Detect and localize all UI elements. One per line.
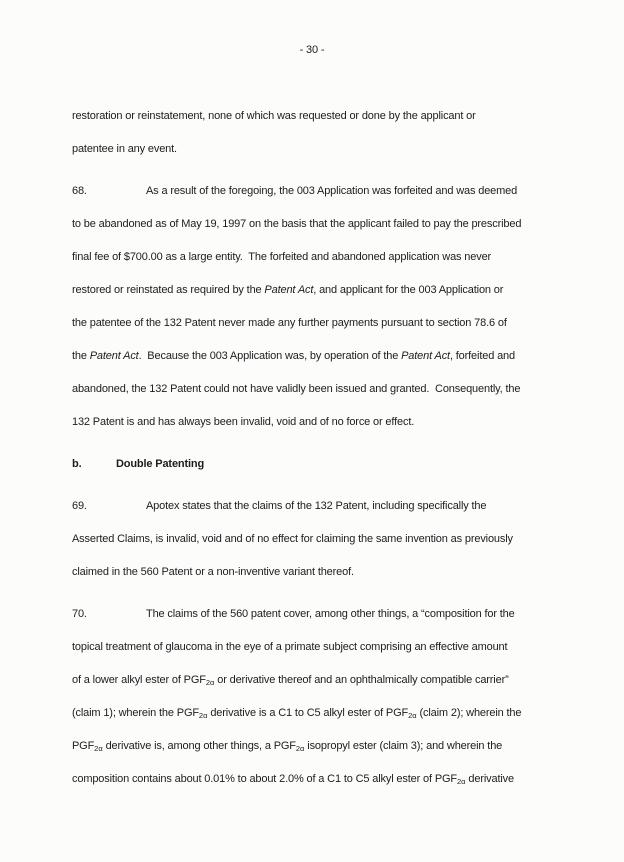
text-run: 2α [205,678,215,687]
document-content [72,100,572,796]
text-run: the [72,350,90,362]
document-line [72,340,572,373]
text-run: PGF [72,740,95,752]
document-line [72,631,572,664]
text-run: isopropyl ester (claim 3); and wherein the [304,740,503,752]
paragraph [72,490,572,589]
text-run: derivative [465,773,514,785]
text-run: 2α [408,711,417,720]
text-run: restored or reinstated as required by the [72,284,265,296]
document-line [72,598,572,631]
document-line [72,100,572,133]
text-run: patentee in any event. [72,143,177,155]
text-run: 2α [198,711,208,720]
text-run: Apotex states that the claims of the 132 Patent, including specifically the [146,500,487,512]
text-run: abandoned, the 132 Patent could not have validly been issued and granted. Consequently, the [72,383,521,395]
document-line [72,730,572,763]
document-line [72,523,572,556]
paragraph [72,100,572,166]
document-line [72,175,572,208]
document-line [72,406,572,439]
document-line [72,133,572,166]
text-run: 132 Patent is and has always been invalid, void and of no force or effect. [72,416,415,428]
document-line [72,763,572,796]
text-run: Patent Act [89,350,139,362]
text-run: Double Patenting [116,458,205,470]
paragraph-number: 68. [72,185,87,197]
document-line [72,307,572,340]
text-run: 2α [94,744,103,753]
document-line [72,241,572,274]
text-run: to be abandoned as of May 19, 1997 on the basis that the applicant failed to pay the prescribed [72,218,522,230]
text-run: (claim 2); wherein the [416,707,522,719]
text-run: The claims of the 560 patent cover, among other things, a “composition for the [146,608,515,620]
text-run: derivative is, among other things, a PGF [102,740,296,752]
text-run: final fee of $700.00 as a large entity. The forfeited and abandoned application was never [72,251,492,263]
text-run: claimed in the 560 Patent or a non-inventive variant thereof. [72,566,354,578]
paragraph [72,175,572,439]
text-run: composition contains about 0.01% to about 2.0% of a C1 to C5 alkyl ester of PGF [72,773,457,785]
document-line [72,697,572,730]
text-run: or derivative thereof and an ophthalmically compatible carrier” [214,674,509,686]
paragraph-number: 70. [72,608,87,620]
document-line [72,490,572,523]
text-run: 2α [456,777,466,786]
text-run: . Because the 003 Application was, by operation of the [138,350,402,362]
text-run: derivative is a C1 to C5 alkyl ester of PGF [207,707,409,719]
text-run: , forfeited and [449,350,515,362]
paragraph-number: 69. [72,500,87,512]
paragraph-number: b. [72,458,82,470]
document-line [72,556,572,589]
section-heading [72,448,572,481]
text-run: As a result of the foregoing, the 003 Application was forfeited and was deemed [146,185,518,197]
text-run: , and applicant for the 003 Application or [313,284,504,296]
text-run: the patentee of the 132 Patent never made any further payments pursuant to section 78.6 of [72,317,507,329]
text-run: topical treatment of glaucoma in the eye of a primate subject comprising an effective amount [72,641,508,653]
document-line [72,448,572,481]
document-line [72,274,572,307]
text-run: Patent Act [401,350,450,362]
document-line [72,664,572,697]
text-run: 2α [295,744,305,753]
text-run: (claim 1); wherein the PGF [72,707,199,719]
document-line [72,373,572,406]
text-run: Patent Act [264,284,314,296]
page-number: - 30 - [299,44,325,56]
text-run: of a lower alkyl ester of PGF [72,674,206,686]
document-line [72,208,572,241]
paragraph [72,598,572,796]
text-run: Asserted Claims, is invalid, void and of no effect for claiming the same invention as previously [72,533,513,545]
text-run: restoration or reinstatement, none of which was requested or done by the applicant or [72,110,476,122]
